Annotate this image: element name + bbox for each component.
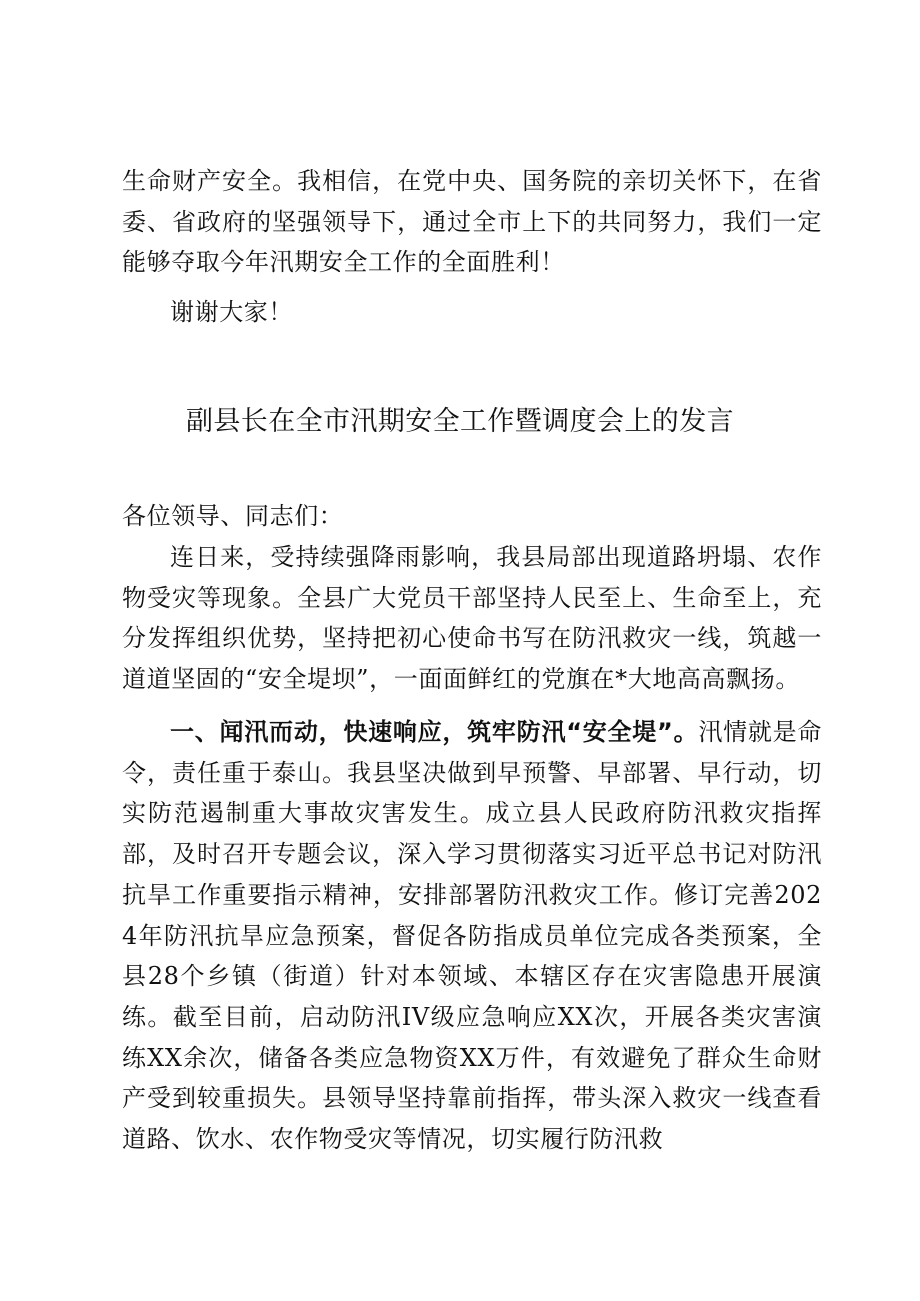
intro-paragraph: 连日来，受持续强降雨影响，我县局部出现道路坍塌、农作物受灾等现象。全县广大党员干部坚持人民至上、生命至上，充分发挥组织优势，坚持把初心使命书写在防汛救灾一线，筑越一道道坚固的“安全堤坝”，一面面鲜红的党旗在*大地高高飘扬。 (122, 543, 822, 694)
continuation-paragraph: 生命财产安全。我相信，在党中央、国务院的亲切关怀下，在省委、省政府的坚强领导下，通过全市上下的共同努力，我们一定能够夺取今年汛期安全工作的全面胜利！ (122, 167, 822, 277)
section-1-heading: 一、闻汛而动，快速响应，筑牢防汛“安全堤”。 (170, 718, 699, 746)
section-1-body: 汛情就是命令，责任重于泰山。我县坚决做到早预警、早部署、早行动，切实防范遏制重大事故灾害发生。成立县人民政府防汛救灾指挥部，及时召开专题会议，深入学习贯彻落实习近平总书记对防汛抗旱工作重要指示精神，安排部署防汛救灾工作。修订完善2024年防汛抗旱应急预案，督促各防指成员单位完成各类预案，全县28个乡镇（街道）针对本领域、本辖区存在灾害隐患开展演练。截至目前，启动防汛IV级应急响应XX次，开展各类灾害演练XX余次，储备各类应急物资XX万件，有效避免了群众生命财产受到较重损失。县领导坚持靠前指挥，带头深入救灾一线查看道路、饮水、农作物受灾等情况，切实履行防汛救 (122, 718, 822, 1154)
section-1-paragraph (122, 712, 822, 1160)
salutation: 各位领导、同志们： (122, 502, 344, 530)
closing-paragraph: 谢谢大家！ (170, 298, 293, 326)
speech-title: 副县长在全市汛期安全工作暨调度会上的发言 (186, 406, 734, 437)
